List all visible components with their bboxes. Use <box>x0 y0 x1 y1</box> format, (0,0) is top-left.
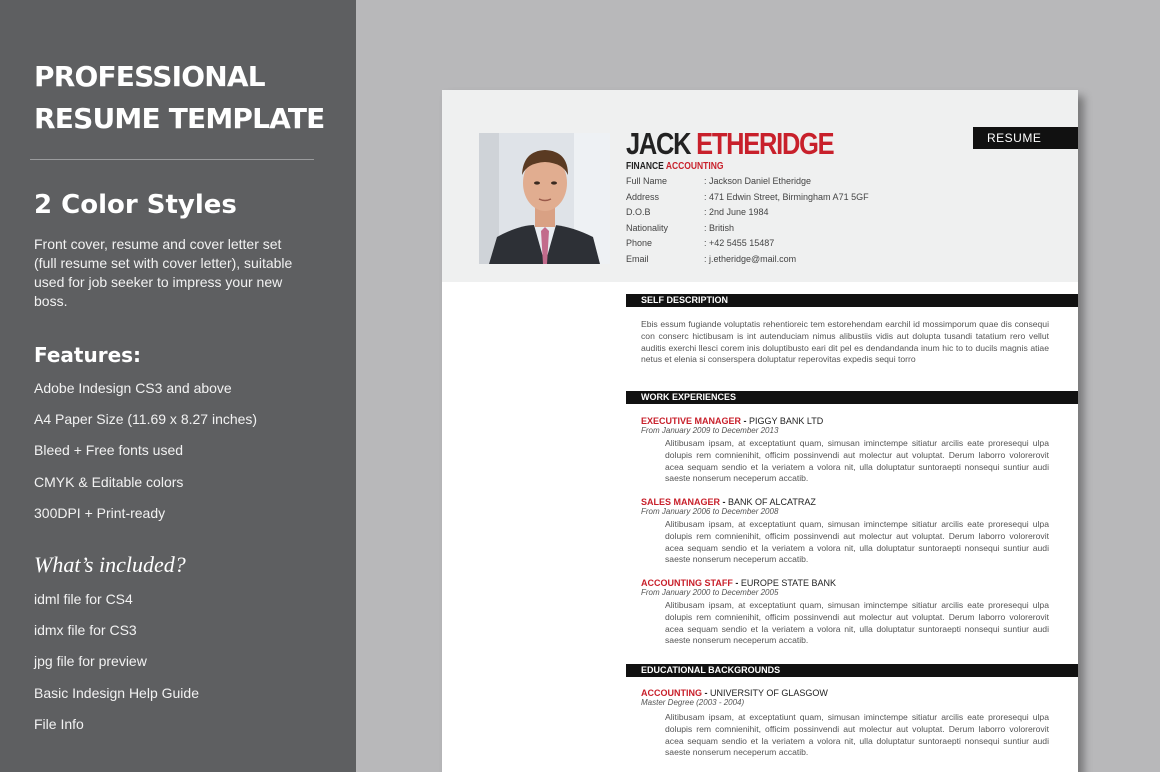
education-date: Master Degree (2003 - 2004) <box>641 698 745 707</box>
info-label: Full Name <box>626 176 668 186</box>
info-label: Phone <box>626 238 653 249</box>
education-title <box>641 688 828 698</box>
info-row <box>626 223 1046 239</box>
job-date: From January 2009 to December 2013 <box>641 426 779 435</box>
info-value: : British <box>704 222 735 233</box>
info-value: : 471 Edwin Street, Birmingham A71 5GF <box>704 191 869 202</box>
job-organization: BANK OF ALCATRAZ <box>728 497 816 507</box>
info-label: Address <box>626 191 660 202</box>
included-item: File Info <box>34 715 84 732</box>
info-row <box>626 254 1046 270</box>
personal-info <box>626 176 1046 270</box>
job-description: Alitibusam ipsam, at exceptatiunt quam, simusan iminctempe sitiatur arcilis eate proresequi ulpa dolupis rem comnienihit, officim possinvendi aut molectur aut voluptat. Derum laborro volorerovit acea sequam sendio et la veriatem a volora nit, ulla doluptatur suntoraepti nonsequi suntiur audi saeste nonserum neceperum accatib. <box>665 438 1049 484</box>
job-date: From January 2000 to December 2005 <box>641 588 779 597</box>
education-separator: - <box>702 688 710 698</box>
info-row <box>626 238 1046 254</box>
feature-item: A4 Paper Size (11.69 x 8.27 inches) <box>34 411 258 428</box>
info-row <box>626 192 1046 208</box>
feature-item: Adobe Indesign CS3 and above <box>34 380 232 396</box>
included-heading: What’s included? <box>34 552 186 577</box>
self-description-text: Ebis essum fugiande voluptatis rehentioreic tem estorehendam earchil id mossimporum quae dis consequi con conserc hictibusam is int autenduciam nimus alibustiis vidis aut dolupta tusandi tatatium rero vellut auditis exerchi llesci corem inis doluptibusto eari dit pel es dendandanda inum hic to to ducils magnis atiae netus et elenia si conserspera doluptatur reperovitas expedis sequi torro <box>641 319 1049 365</box>
work-experiences-heading: WORK EXPERIENCES <box>626 391 1078 404</box>
job-organization: EUROPE STATE BANK <box>740 578 837 588</box>
included-item: idmx file for CS3 <box>34 622 137 639</box>
color-styles-description: Front cover, resume and cover letter set (full resume set with cover letter), suitable used for job seeker to impress your new boss. <box>34 236 293 309</box>
candidate-role <box>626 161 723 172</box>
info-label: Email <box>626 253 649 264</box>
promo-title <box>34 56 334 140</box>
included-item: Basic Indesign Help Guide <box>34 684 199 701</box>
info-value: : +42 5455 15487 <box>704 238 775 249</box>
job-separator: - <box>732 578 741 588</box>
resume-sheet <box>442 90 1078 772</box>
profile-photo <box>479 133 610 264</box>
promo-title-line2: RESUME TEMPLATE <box>34 102 325 135</box>
education-heading: EDUCATIONAL BACKGROUNDS <box>626 664 1078 677</box>
features-heading: Features: <box>34 343 142 367</box>
features-list <box>34 379 334 535</box>
job-separator: - <box>741 416 750 426</box>
info-value: : Jackson Daniel Etheridge <box>704 176 812 186</box>
info-label: D.O.B <box>626 207 651 218</box>
job-organization: PIGGY BANK LTD <box>749 416 824 426</box>
info-label: Nationality <box>626 222 669 233</box>
job-title <box>641 497 816 507</box>
job-separator: - <box>720 497 729 507</box>
feature-item: 300DPI + Print-ready <box>34 504 166 521</box>
self-description-heading: SELF DESCRIPTION <box>626 294 1078 307</box>
job-title <box>641 416 823 426</box>
included-item: jpg file for preview <box>34 653 147 670</box>
feature-item: Bleed + Free fonts used <box>34 442 184 459</box>
job-description: Alitibusam ipsam, at exceptatiunt quam, simusan iminctempe sitiatur arcilis eate proresequi ulpa dolupis rem comnienihit, officim possinvendi aut molectur aut voluptat. Derum laborro volorerovit acea sequam sendio et la veriatem a volora nit, ulla doluptatur suntoraepti nonsequi suntiur audi saeste nonserum neceperum accatib. <box>665 600 1049 646</box>
role-part-a: FINANCE <box>626 161 664 172</box>
info-value: : 2nd June 1984 <box>704 207 769 218</box>
education-institution: UNIVERSITY OF GLASGOW <box>710 688 828 698</box>
feature-item: CMYK & Editable colors <box>34 473 184 490</box>
color-styles-heading: 2 Color Styles <box>34 190 237 220</box>
job-position: ACCOUNTING STAFF <box>641 578 733 588</box>
promo-panel <box>0 0 356 772</box>
job-description: Alitibusam ipsam, at exceptatiunt quam, simusan iminctempe sitiatur arcilis eate proresequi ulpa dolupis rem comnienihit, officim possinvendi aut molectur aut voluptat. Derum laborro volorerovit acea sequam sendio et la veriatem a volora nit, ulla doluptatur suntoraepti nonsequi suntiur audi saeste nonserum neceperum accatib. <box>665 519 1049 565</box>
role-part-b: ACCOUNTING <box>665 161 724 172</box>
info-value: : j.etheridge@mail.com <box>704 253 797 264</box>
first-name: JACK <box>626 126 691 161</box>
job-position: SALES MANAGER <box>641 497 721 507</box>
job-position: EXECUTIVE MANAGER <box>641 416 742 426</box>
included-list <box>34 590 334 746</box>
promo-title-line1: PROFESSIONAL <box>34 60 265 93</box>
included-item: idml file for CS4 <box>34 591 133 607</box>
info-row <box>626 207 1046 223</box>
divider <box>30 159 314 160</box>
resume-label: RESUME <box>973 127 1078 149</box>
portrait-image <box>479 133 610 264</box>
education-description: Alitibusam ipsam, at exceptatiunt quam, simusan iminctempe sitiatur arcilis eate proresequi ulpa dolupis rem comnienihit, officim possinvendi aut molectur aut voluptat. Derum laborro volorerovit acea sequam sendio et la veriatem a volora nit, ulla doluptatur suntoraepti nonsequi suntiur audi saeste nonserum neceperum accatib. <box>665 712 1049 758</box>
job-date: From January 2006 to December 2008 <box>641 507 779 516</box>
info-row <box>626 176 1046 192</box>
job-title <box>641 578 836 588</box>
candidate-name <box>626 126 833 162</box>
last-name: ETHERIDGE <box>696 126 834 161</box>
education-field: ACCOUNTING <box>641 688 702 698</box>
